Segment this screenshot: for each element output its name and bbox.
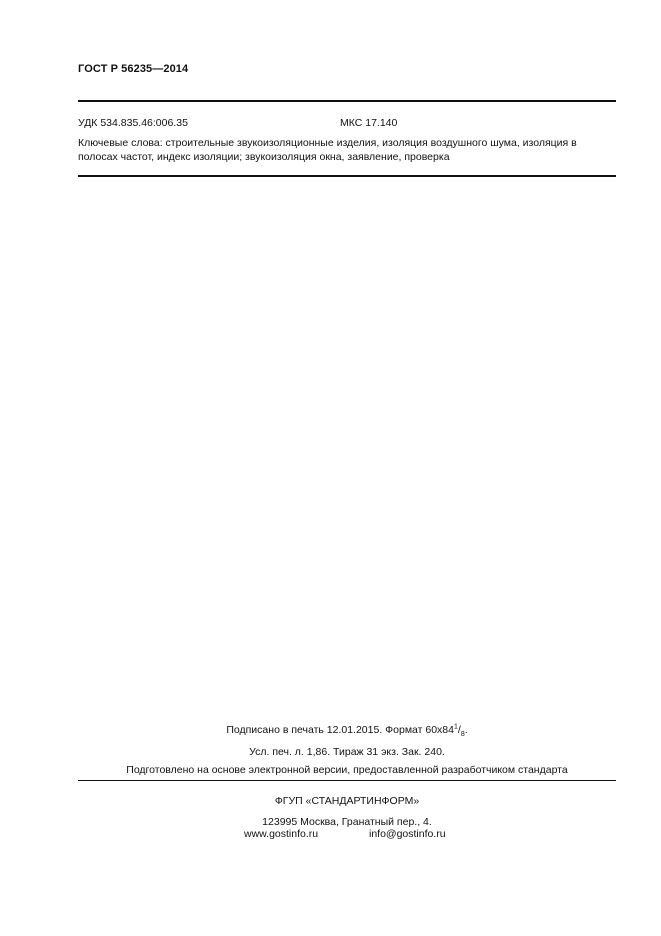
top-divider [78,100,616,102]
prepared-note: Подготовлено на основе электронной версии, предоставленной разработчиком стандарта [126,764,568,776]
imprint-divider [78,780,616,781]
signed-suffix: . [464,724,468,736]
mks-code: МКС 17.140 [340,117,398,129]
signed-for-print-line [78,723,616,739]
email-link[interactable]: info@gostinfo.ru [369,828,446,840]
format-denominator: 8 [460,731,465,739]
signed-text: Подписано в печать 12.01.2015. Формат 60х84 [226,724,454,736]
udk-code: УДК 534.835.46:006.35 [78,117,188,129]
format-numerator: 1 [453,723,458,731]
standard-designation: ГОСТ Р 56235—2014 [78,63,189,75]
publisher-name: ФГУП «СТАНДАРТИНФОРМ» [274,795,420,807]
keywords-text: Ключевые слова: строительные звукоизоляционные изделия, изоляция воздушного шума, изоляция в полосах частот, индекс изоляции; звукоизоляция окна, заявление, проверка [78,137,577,163]
print-info-line: Усл. печ. л. 1,86. Тираж 31 экз. Зак. 240. [249,746,445,758]
website-link[interactable]: www.gostinfo.ru [244,828,319,840]
keywords-divider [78,175,616,177]
publisher-address: 123995 Москва, Гранатный пер., 4. [262,816,432,828]
format-separator: / [457,724,461,736]
